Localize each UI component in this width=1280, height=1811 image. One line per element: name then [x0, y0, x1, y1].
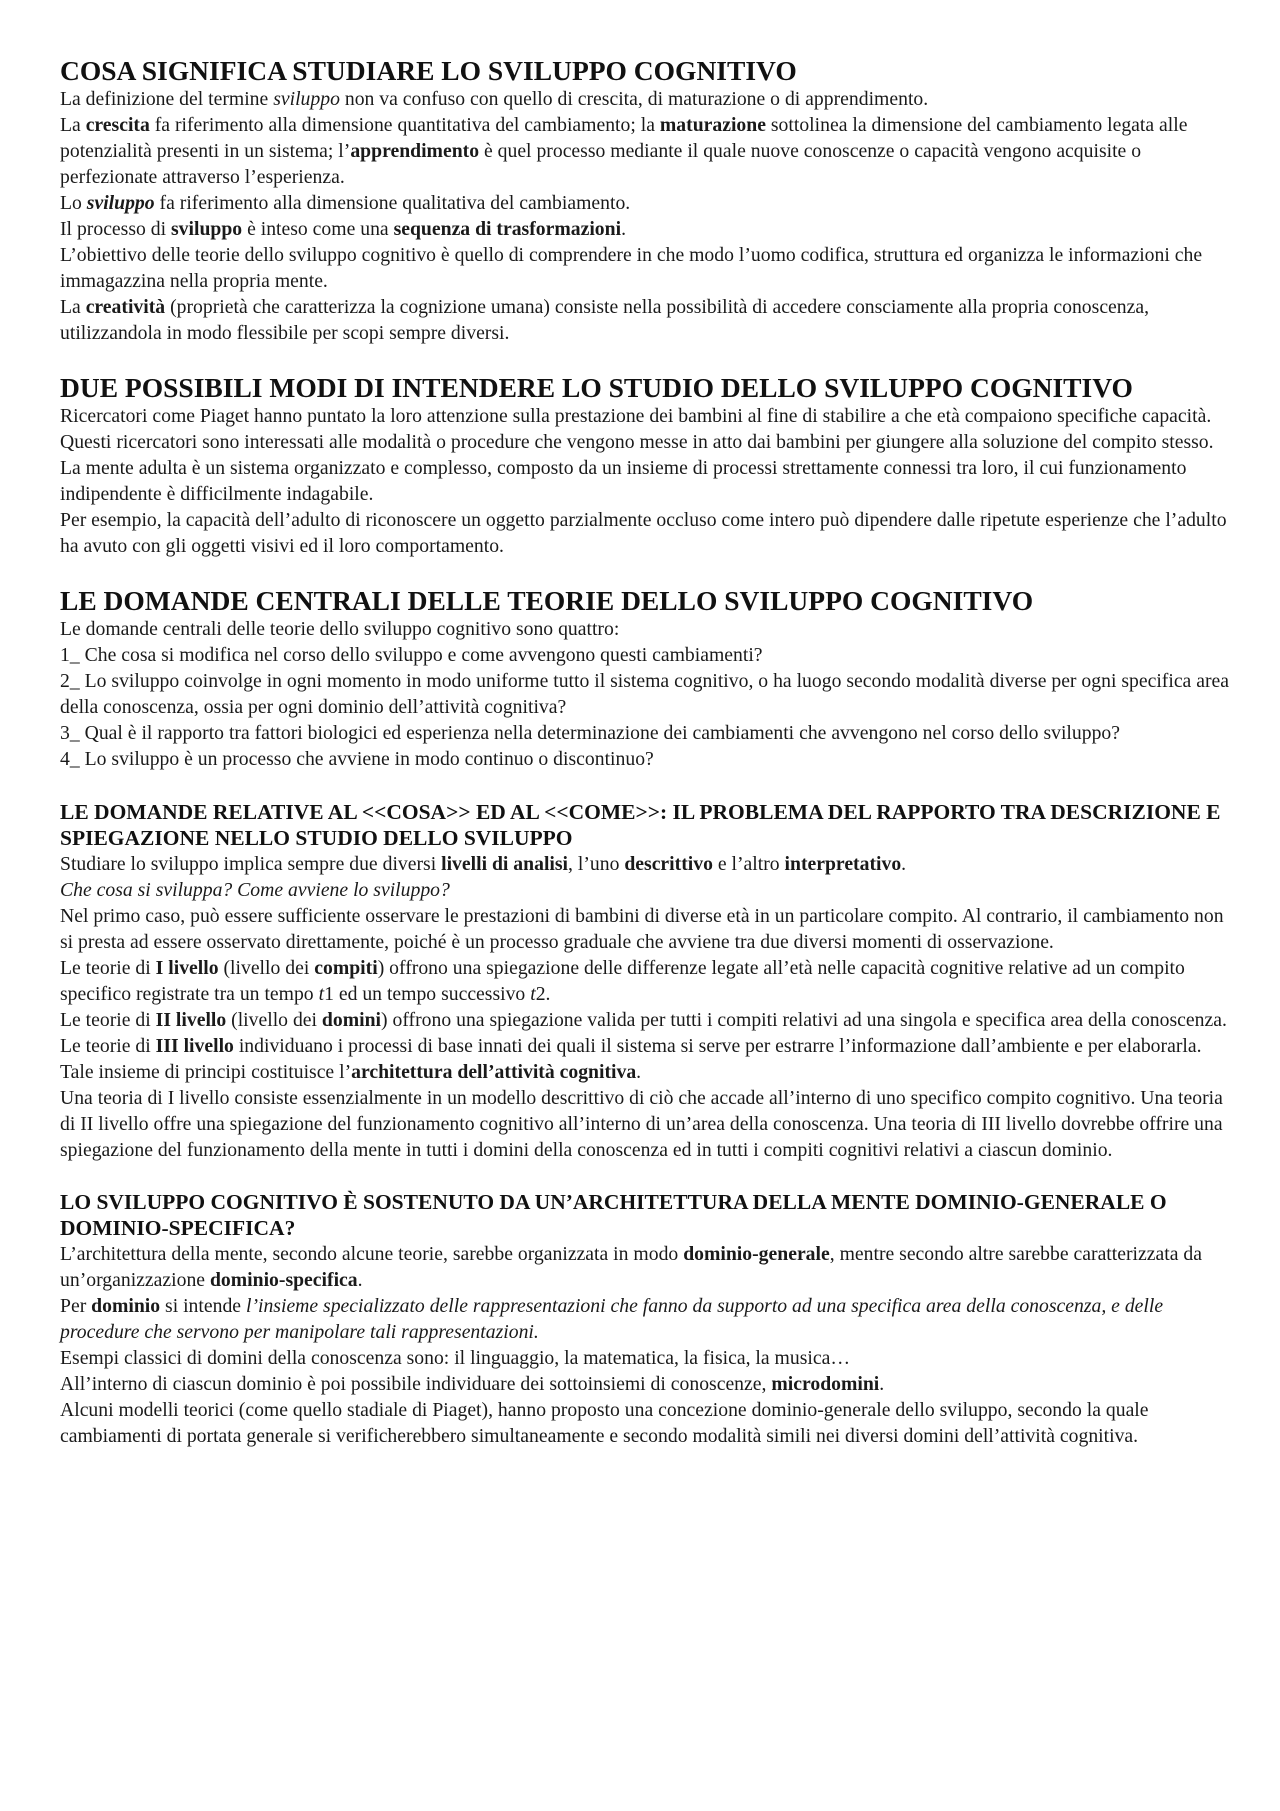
text-run: L’obiettivo delle teorie dello sviluppo cognitivo è quello di comprendere in che modo l’uomo codifica, struttura ed organizza le informazioni che immagazzina nella propria mente. — [60, 244, 1203, 292]
text-run: Il processo di — [60, 218, 171, 240]
paragraph — [60, 668, 1230, 720]
section — [60, 1189, 1230, 1449]
italic-text: t — [530, 983, 536, 1005]
paragraph — [60, 1397, 1230, 1449]
text-run: sviluppo — [86, 192, 155, 214]
text-run: Le teorie di — [60, 1035, 156, 1057]
section — [60, 799, 1230, 1163]
paragraph — [60, 190, 1230, 216]
bold-term: sviluppo — [171, 218, 243, 240]
text-run: (livello dei — [218, 957, 315, 979]
section — [60, 56, 1230, 346]
bold-term: interpretativo — [784, 853, 902, 875]
text-run: . — [357, 1269, 363, 1291]
bold-term: descrittivo — [624, 853, 713, 875]
text-run: 3_ Qual è il rapporto tra fattori biologici ed esperienza nella determinazione dei cambiamenti che avvengono nel corso dello sviluppo? — [60, 722, 1121, 744]
section-heading: LO SVILUPPO COGNITIVO È SOSTENUTO DA UN’ARCHITETTURA DELLA MENTE DOMINIO-GENERALE O DOMINIO-SPECIFICA? — [60, 1190, 1167, 1240]
text-run: 1_ Che cosa si modifica nel corso dello sviluppo e come avvengono questi cambiamenti? — [60, 644, 763, 666]
text-run: ) offrono una spiegazione delle differenze legate all’età nelle capacità cognitive relative ad un compito specifico registrate tra un tempo — [60, 957, 1185, 1005]
bold-term: dominio — [91, 1295, 161, 1317]
document-page — [60, 56, 1230, 1475]
text-run: , l’uno — [568, 853, 625, 875]
bold-term: creatività — [85, 296, 166, 318]
text-run: ) offrono una spiegazione valida per tutti i compiti relativi ad una singola e specifica area della conoscenza. — [381, 1009, 1227, 1031]
text-run: è inteso come una — [242, 218, 394, 240]
text-run: Le teorie di — [60, 957, 156, 979]
paragraph — [60, 112, 1230, 190]
text-run: All’interno di ciascun dominio è poi possibile individuare dei sottoinsiemi di conoscenze, — [60, 1373, 772, 1395]
text-run: (livello dei — [226, 1009, 322, 1031]
text-run: . — [901, 853, 907, 875]
bold-term: maturazione — [659, 114, 766, 136]
text-run: La — [60, 114, 86, 136]
text-run: Nel primo caso, può essere sufficiente osservare le prestazioni di bambini di diverse età in un particolare compito. Al contrario, il cambiamento non si presta ad essere osservato direttamente, poiché è un processo graduale che avviene tra due diversi momenti di osservazione. — [60, 905, 1224, 953]
text-run: Studiare lo sviluppo implica sempre due diversi — [60, 853, 442, 875]
text-run-wrapper — [87, 192, 155, 214]
bold-term: apprendimento — [350, 140, 480, 162]
paragraph — [60, 1007, 1230, 1033]
text-run: Alcuni modelli teorici (come quello stadiale di Piaget), hanno proposto una concezione dominio-generale dello sviluppo, secondo la quale cambiamenti di portata generale si verificherebbero simultaneamente e secondo modalità simili nei diversi domini dell’attività cognitiva. — [60, 1399, 1149, 1447]
paragraph — [60, 851, 1230, 877]
paragraph — [60, 642, 1230, 668]
text-run: . — [636, 1061, 642, 1083]
paragraph — [60, 1241, 1230, 1293]
text-run: Per esempio, la capacità dell’adulto di riconoscere un oggetto parzialmente occluso come intero può dipendere dalle ripetute esperienze che l’adulto ha avuto con gli oggetti visivi ed il loro comportamento. — [60, 509, 1227, 557]
text-run: Ricercatori come Piaget hanno puntato la loro attenzione sulla prestazione dei bambini al fine di stabilire a che età compaiono specifiche capacità. Questi ricercatori sono interessati alle modalità o procedure che vengono messe in atto dai bambini per giungere alla soluzione del compito stesso. — [60, 405, 1214, 453]
bold-term: dominio-generale — [683, 1243, 830, 1265]
section-heading: LE DOMANDE CENTRALI DELLE TEORIE DELLO SVILUPPO COGNITIVO — [60, 585, 1034, 616]
paragraph — [60, 720, 1230, 746]
section — [60, 373, 1230, 559]
paragraph — [60, 1371, 1230, 1397]
bold-term: compiti — [314, 957, 378, 979]
paragraph — [60, 242, 1230, 294]
text-run: si intende — [160, 1295, 246, 1317]
text-run: 4_ Lo sviluppo è un processo che avviene in modo continuo o discontinuo? — [60, 748, 654, 770]
section — [60, 586, 1230, 772]
paragraph — [60, 1033, 1230, 1085]
bold-term: dominio-specifica — [209, 1269, 358, 1291]
text-run: non va confuso con quello di crescita, di maturazione o di apprendimento. — [339, 88, 929, 110]
text-run: (proprietà che caratterizza la cognizione umana) consiste nella possibilità di accedere consciamente alla propria conoscenza, utilizzandola in modo flessibile per scopi sempre diversi. — [60, 296, 1150, 344]
section-heading: DUE POSSIBILI MODI DI INTENDERE LO STUDIO DELLO SVILUPPO COGNITIVO — [60, 372, 1133, 403]
text-run: La definizione del termine — [60, 88, 274, 110]
text-run: Esempi classici di domini della conoscenza sono: il linguaggio, la matematica, la fisica, la musica… — [60, 1347, 851, 1369]
text-run: fa riferimento alla dimensione quantitativa del cambiamento; la — [149, 114, 660, 136]
italic-text: Che cosa si sviluppa? Come avviene lo sviluppo? — [60, 879, 450, 901]
bold-term: microdomini — [771, 1373, 880, 1395]
bold-term: sequenza di trasformazioni — [393, 218, 622, 240]
paragraph — [60, 877, 1230, 903]
bold-term: crescita — [85, 114, 150, 136]
text-run: e l’altro — [712, 853, 785, 875]
paragraph — [60, 216, 1230, 242]
italic-text: t — [318, 983, 325, 1005]
bold-term: III livello — [155, 1035, 234, 1057]
paragraph — [60, 455, 1230, 507]
paragraph — [60, 86, 1230, 112]
text-run: . — [879, 1373, 885, 1395]
bold-term: livelli di analisi — [441, 853, 569, 875]
text-run: Una teoria di I livello consiste essenzialmente in un modello descrittivo di ciò che accade all’interno di uno specifico compito cognitivo. Una teoria di II livello offre una spiegazione del funzionamento cognitivo all’interno di un’area della conoscenza. Una teoria di III livello dovrebbe offrire una spiegazione del funzionamento della mente in tutti i domini della conoscenza ed in tutti i compiti cognitivi relativi a ciascun dominio. — [60, 1087, 1223, 1161]
paragraph — [60, 903, 1230, 955]
paragraph — [60, 1085, 1230, 1163]
text-run: Lo — [60, 192, 87, 214]
section-heading: COSA SIGNIFICA STUDIARE LO SVILUPPO COGNITIVO — [60, 55, 797, 86]
text-run: La mente adulta è un sistema organizzato e complesso, composto da un insieme di processi strettamente connessi tra loro, il cui funzionamento indipendente è difficilmente indagabile. — [60, 457, 1187, 505]
text-run: individuano i processi di base innati dei quali il sistema si serve per estrarre l’informazione dall’ambiente e per elaborarla. Tale insieme di principi costituisce l’ — [60, 1035, 1202, 1083]
paragraph — [60, 955, 1230, 1007]
text-run: è quel processo mediante il quale nuove conoscenze o capacità vengono acquisite o perfezionate attraverso l’esperienza. — [60, 140, 1142, 188]
text-run: Le domande centrali delle teorie dello sviluppo cognitivo sono quattro: — [60, 618, 620, 640]
section-heading: LE DOMANDE RELATIVE AL <<COSA>> ED AL <<COME>>: IL PROBLEMA DEL RAPPORTO TRA DESCRIZIONE E SPIEGAZIONE NELLO STUDIO DELLO SVILUPPO — [60, 800, 1221, 850]
paragraph — [60, 507, 1230, 559]
paragraph — [60, 294, 1230, 346]
bold-term: I livello — [155, 957, 219, 979]
bold-term: architettura dell’attività cognitiva — [351, 1061, 637, 1083]
text-run: . — [621, 218, 626, 240]
text-run: La — [60, 296, 86, 318]
text-run: Le teorie di — [60, 1009, 156, 1031]
paragraph — [60, 403, 1230, 455]
bold-term: domini — [321, 1009, 382, 1031]
text-run: , mentre secondo altre sarebbe caratterizzata da un’organizzazione — [60, 1243, 1202, 1291]
paragraph — [60, 616, 1230, 642]
text-run: 2_ Lo sviluppo coinvolge in ogni momento in modo uniforme tutto il sistema cognitivo, o ha luogo secondo modalità diverse per ogni specifica area della conoscenza, ossia per ogni dominio dell’attività cognitiva? — [60, 670, 1229, 718]
paragraph — [60, 1345, 1230, 1371]
paragraph — [60, 746, 1230, 772]
text-run: sottolinea la dimensione del cambiamento legata alle potenzialità presenti in un sistema; l’ — [60, 114, 1188, 162]
text-run: 2. — [535, 983, 551, 1005]
text-run: 1 ed un tempo successivo — [324, 983, 531, 1005]
paragraph — [60, 1293, 1230, 1345]
bold-term: II livello — [155, 1009, 227, 1031]
text-run: L’architettura della mente, secondo alcune teorie, sarebbe organizzata in modo — [60, 1243, 684, 1265]
italic-text: sviluppo — [273, 88, 340, 110]
text-run: fa riferimento alla dimensione qualitativa del cambiamento. — [154, 192, 631, 214]
text-run: Per — [60, 1295, 92, 1317]
italic-text: l’insieme specializzato delle rappresentazioni che fanno da supporto ad una specifica area della conoscenza, e delle procedure che servono per manipolare tali rappresentazioni. — [60, 1295, 1164, 1343]
